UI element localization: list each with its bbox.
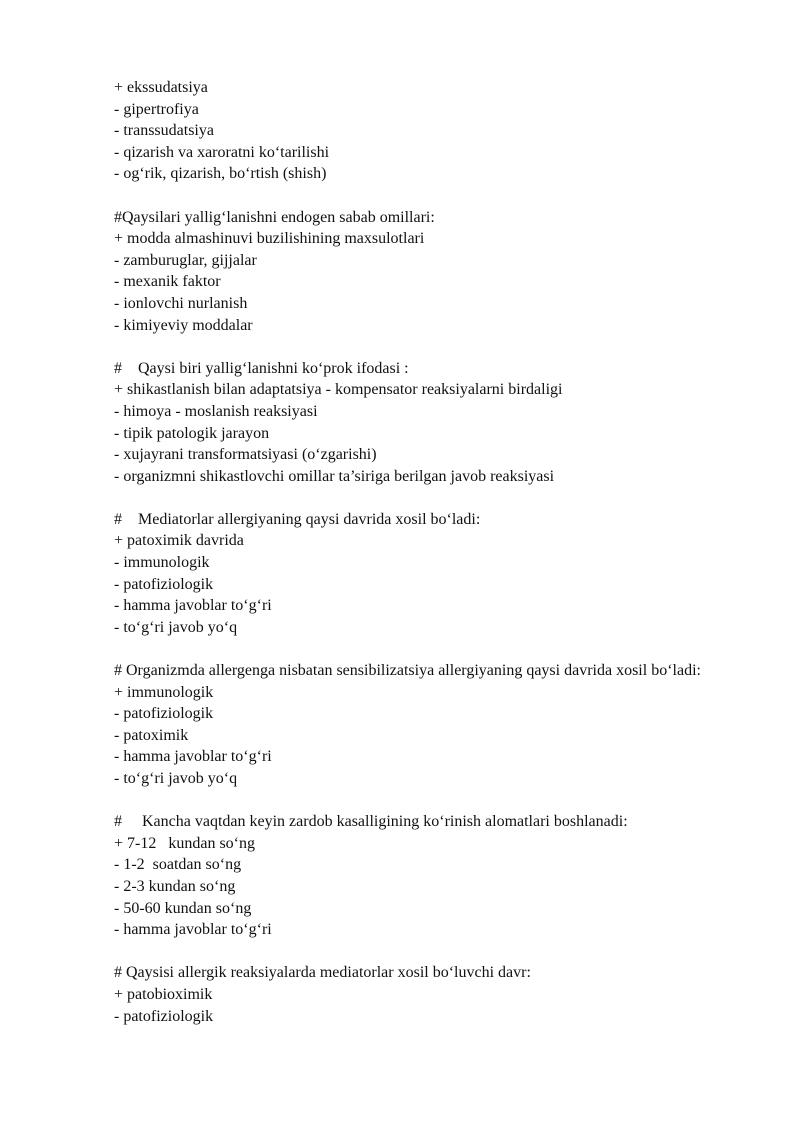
question-block bbox=[114, 77, 734, 185]
answer-option: - tipik patologik jarayon bbox=[114, 424, 270, 442]
answer-option: - og‘rik, qizarish, bo‘rtish (shish) bbox=[114, 165, 327, 183]
block-spacer bbox=[114, 638, 734, 660]
answer-option: - patofiziologik bbox=[114, 705, 214, 723]
answer-option: - hamma javoblar to‘g‘ri bbox=[114, 597, 272, 615]
question-text: # Organizmda allergenga nisbatan sensibilizatsiya allergiyaning qaysi davrida xosil bo‘ladi: bbox=[114, 662, 701, 680]
block-spacer bbox=[114, 185, 734, 207]
question-block bbox=[114, 962, 734, 1027]
question-text: # Qaysi biri yallig‘lanishni ko‘prok ifodasi : bbox=[114, 359, 409, 377]
block-spacer bbox=[114, 336, 734, 358]
block-spacer bbox=[114, 790, 734, 812]
answer-option: - kimiyeviy moddalar bbox=[114, 316, 253, 334]
answer-option: - 2-3 kundan so‘ng bbox=[114, 877, 236, 895]
question-block bbox=[114, 509, 734, 639]
answer-option: + shikastlanish bilan adaptatsiya - kompensator reaksiyalarni birdaligi bbox=[114, 381, 563, 399]
answer-option: - xujayrani transformatsiyasi (o‘zgarishi) bbox=[114, 446, 377, 464]
answer-option: - immunologik bbox=[114, 554, 210, 572]
answer-option: + patobioximik bbox=[114, 985, 213, 1003]
answer-option: + immunologik bbox=[114, 683, 214, 701]
answer-option: - hamma javoblar to‘g‘ri bbox=[114, 748, 272, 766]
answer-option: - 50-60 kundan so‘ng bbox=[114, 899, 252, 917]
question-text: # Kancha vaqtdan keyin zardob kasalligining ko‘rinish alomatlari boshlanadi: bbox=[114, 813, 628, 831]
question-block bbox=[114, 207, 734, 337]
question-block bbox=[114, 660, 734, 790]
block-spacer bbox=[114, 941, 734, 963]
answer-option: - himoya - moslanish reaksiyasi bbox=[114, 402, 318, 420]
answer-option: + ekssudatsiya bbox=[114, 79, 208, 96]
answer-option: - patofiziologik bbox=[114, 1007, 214, 1025]
answer-option: - transsudatsiya bbox=[114, 122, 214, 140]
answer-option: - to‘g‘ri javob yo‘q bbox=[114, 770, 238, 787]
answer-option: + modda almashinuvi buzilishining maxsulotlari bbox=[114, 230, 425, 248]
answer-option: - ionlovchi nurlanish bbox=[114, 294, 248, 312]
answer-option: - mexanik faktor bbox=[114, 273, 221, 291]
answer-option: - to‘g‘ri javob yo‘q bbox=[114, 618, 238, 636]
answer-option: - patoximik bbox=[114, 726, 189, 744]
answer-option: - hamma javoblar to‘g‘ri bbox=[114, 921, 272, 939]
answer-option: - 1-2 soatdan so‘ng bbox=[114, 856, 242, 874]
answer-option: - organizmni shikastlovchi omillar ta’siriga berilgan javob reaksiyasi bbox=[114, 467, 555, 485]
question-text: # Mediatorlar allergiyaning qaysi davrida xosil bo‘ladi: bbox=[114, 510, 481, 528]
answer-option: - zamburuglar, gijjalar bbox=[114, 251, 257, 269]
question-text: # Qaysisi allergik reaksiyalarda mediatorlar xosil bo‘luvchi davr: bbox=[114, 964, 531, 982]
answer-option: + patoximik davrida bbox=[114, 532, 244, 550]
question-block bbox=[114, 358, 734, 488]
document-body bbox=[114, 77, 734, 1027]
question-block bbox=[114, 811, 734, 941]
answer-option: + 7-12 kundan so‘ng bbox=[114, 834, 256, 852]
question-text: #Qaysilari yallig‘lanishni endogen sabab omillari: bbox=[114, 208, 435, 226]
answer-option: - gipertrofiya bbox=[114, 100, 199, 118]
answer-option: - patofiziologik bbox=[114, 575, 214, 593]
answer-option: - qizarish va xaroratni ko‘tarilishi bbox=[114, 143, 330, 161]
block-spacer bbox=[114, 487, 734, 509]
